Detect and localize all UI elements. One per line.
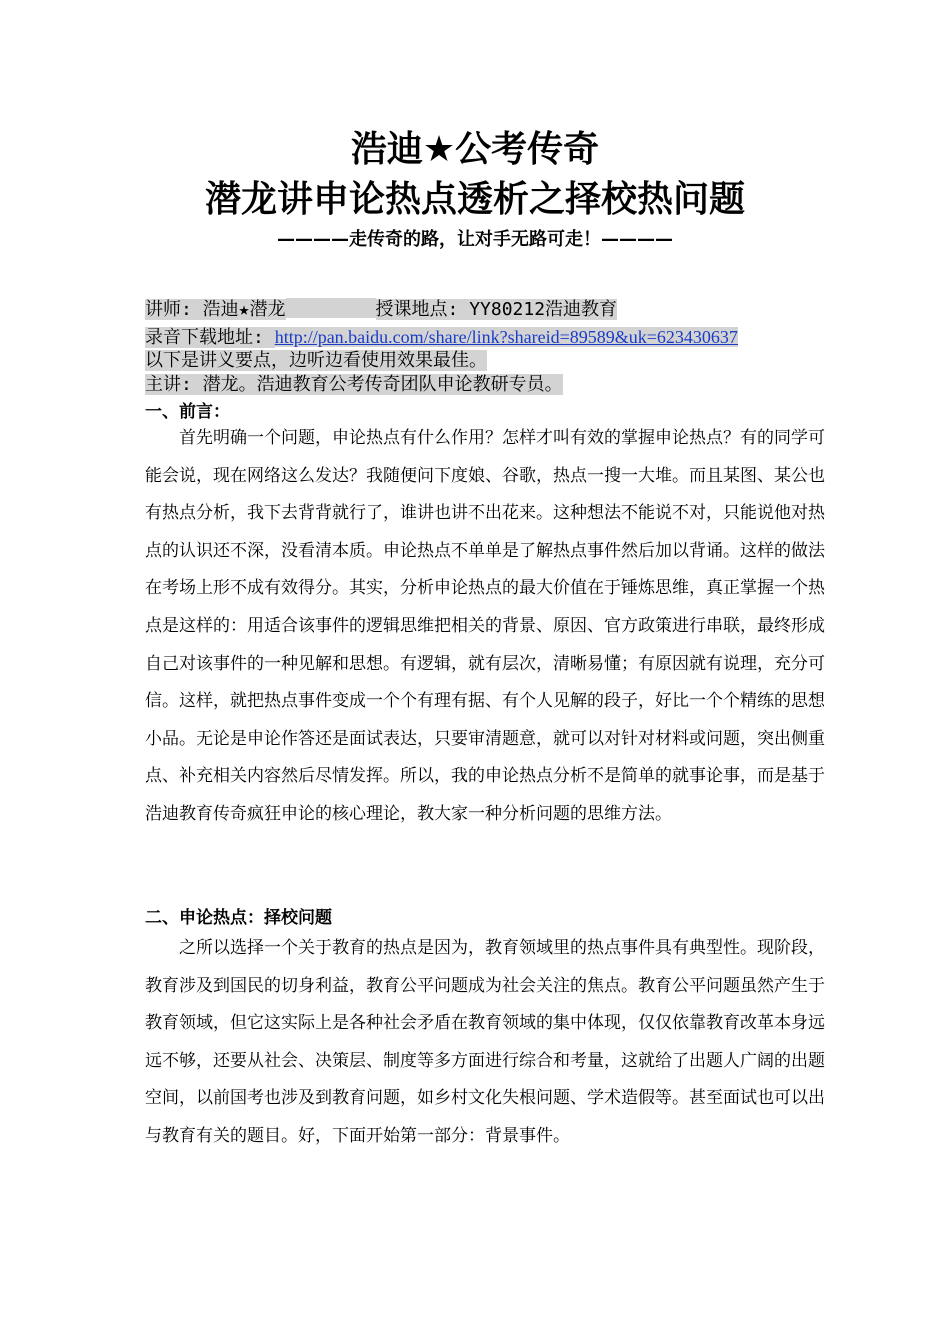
section-paragraph-topic: 之所以选择一个关于教育的热点是因为，教育领域里的热点事件具有典型性。现阶段，教育涉及到国民的切身利益，教育公平问题成为社会关注的焦点。教育公平问题虽然产生于教育领域，但它这实际上是各种社会矛盾在教育领域的集中体现，仅仅依靠教育改革本身远远不够，还要从社会、决策层、制度等多方面进行综合和考量，这就给了出题人广阔的出题空间，以前国考也涉及到教育问题，如乡村文化失根问题、学术造假等。甚至面试也可以出与教育有关的题目。好，下面开始第一部分：背景事件。	[145, 938, 825, 1146]
document-title-line1: 浩迪★公考传奇	[350, 129, 600, 170]
lecturer-text: 讲师: 浩迪★潜龙	[145, 299, 286, 320]
info-line-speaker	[145, 373, 563, 397]
document-slogan: ————走传奇的路，让对手无路可走！————	[277, 229, 673, 250]
section-heading-preface: 一、前言：	[145, 402, 230, 422]
document-title-line2: 潜龙讲申论热点透析之择校热问题	[204, 179, 745, 220]
usage-note: 以下是讲义要点，边听边看使用效果最佳。	[145, 350, 487, 371]
download-label: 录音下载地址:	[145, 327, 275, 348]
info-line-download	[145, 325, 738, 350]
download-link[interactable]: http://pan.baidu.com/share/link?shareid=89589&uk=623430637	[274, 327, 738, 347]
section-paragraph-preface: 首先明确一个问题，申论热点有什么作用？怎样才叫有效的掌握申论热点？有的同学可能会说，现在网络这么发达？我随便问下度娘、谷歌，热点一搜一大堆。而且某图、某公也有热点分析，我下去背背就行了，谁讲也讲不出花来。这种想法不能说不对，只能说他对热点的认识还不深，没看清本质。申论热点不单单是了解热点事件然后加以背诵。这样的做法在考场上形不成有效得分。其实，分析申论热点的最大价值在于锤炼思维，真正掌握一个热点是这样的：用适合该事件的逻辑思维把相关的背景、原因、官方政策进行串联，最终形成自己对该事件的一种见解和思想。有逻辑，就有层次，清晰易懂；有原因就有说理，充分可信。这样，就把热点事件变成一个个有理有据、有个人见解的段子，好比一个个精练的思想小品。无论是申论作答还是面试表达，只要审清题意，就可以对针对材料或问题，突出侧重点、补充相关内容然后尽情发挥。所以，我的申论热点分析不是简单的就事论事，而是基于浩迪教育传奇疯狂申论的核心理论，教大家一种分析问题的思维方法。	[145, 428, 825, 824]
venue-text: 授课地点: YY80212浩迪教育	[375, 299, 618, 320]
section-heading-topic: 二、申论热点：择校问题	[145, 908, 332, 928]
speaker-text: 主讲: 潜龙。浩迪教育公考传奇团队申论教研专员。	[145, 374, 563, 395]
info-line-lecturer	[145, 298, 617, 322]
highlight-gap	[286, 298, 376, 318]
info-line-note	[145, 349, 487, 373]
